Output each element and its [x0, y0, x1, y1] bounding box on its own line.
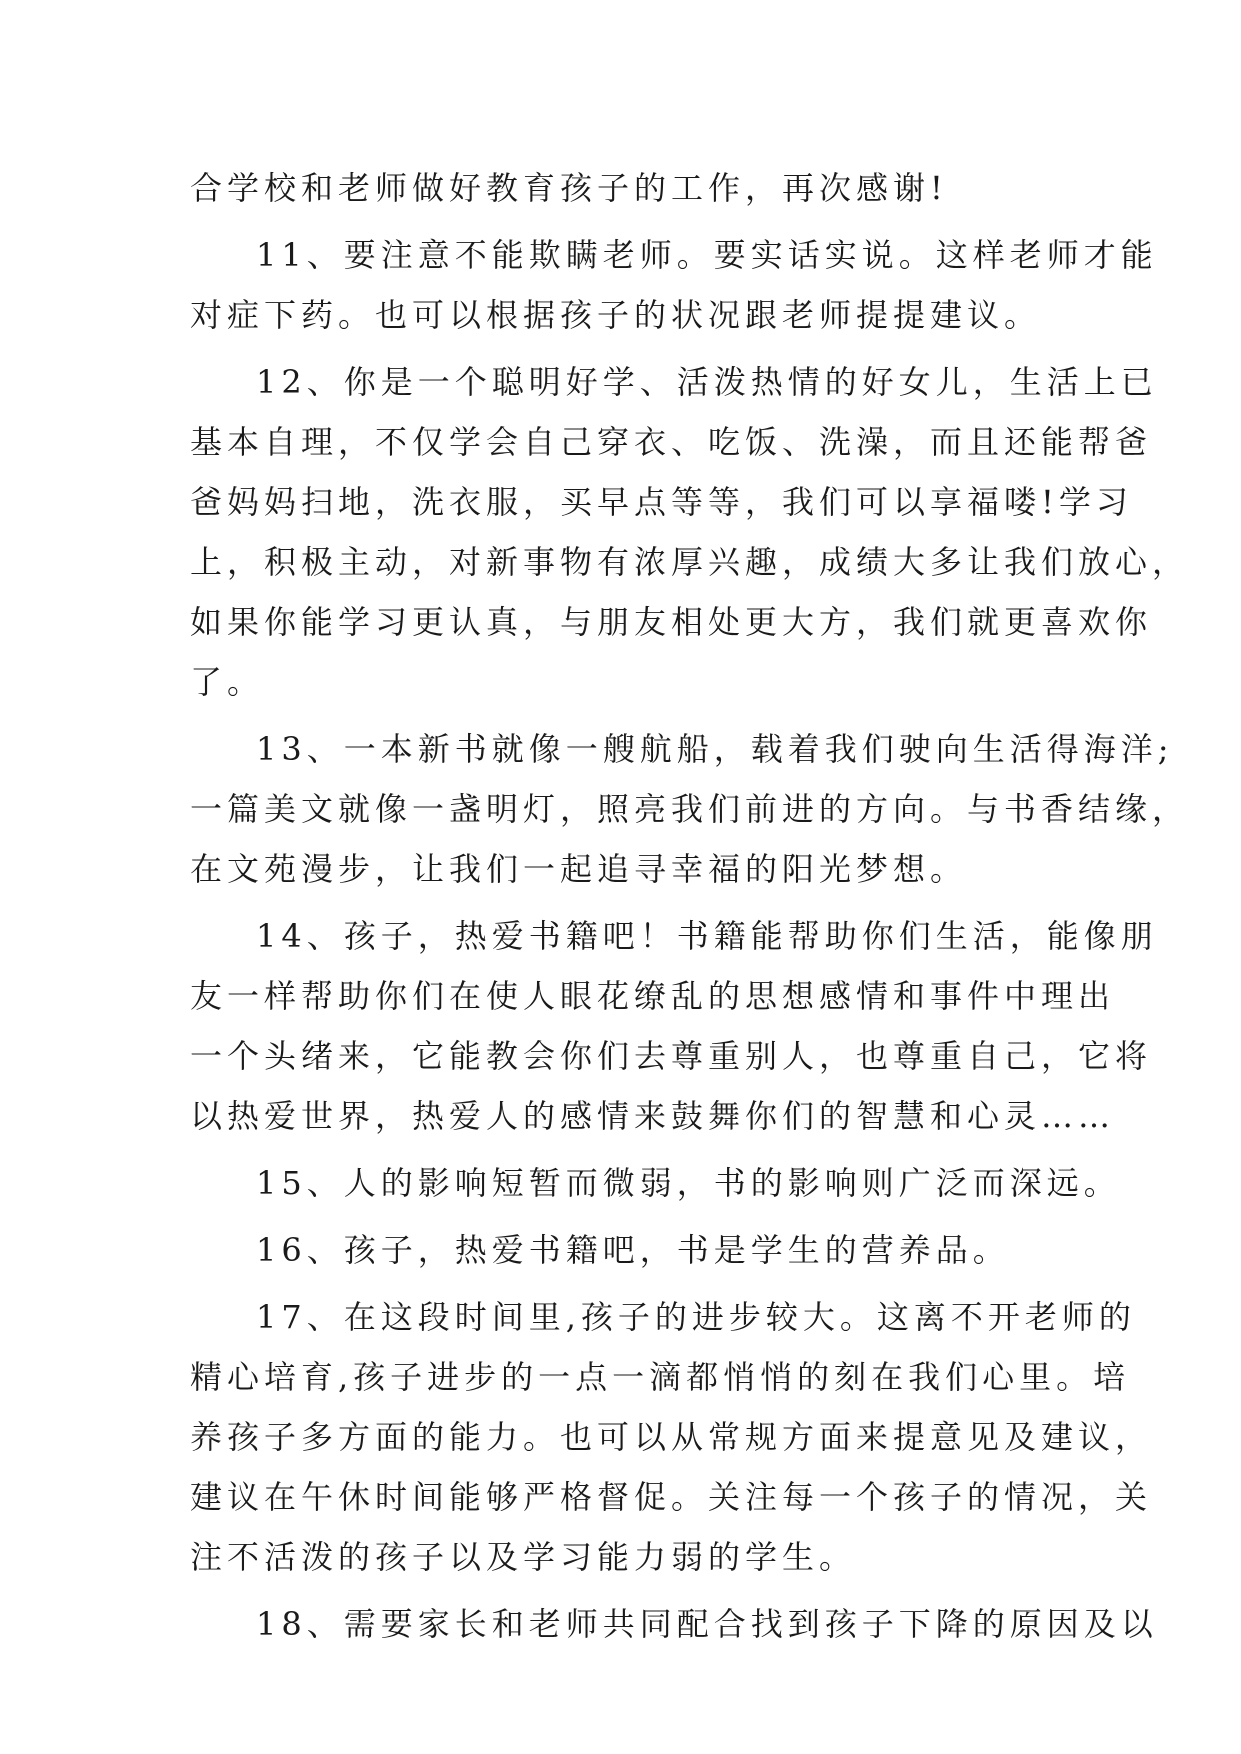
- text-line: 15、人的影响短暂而微弱，书的影响则广泛而深远。: [256, 1164, 1121, 1202]
- text-line: 爸妈妈扫地，洗衣服，买早点等等，我们可以享福喽!学习: [190, 483, 1133, 521]
- text-line: 13、一本新书就像一艘航船，载着我们驶向生活得海洋;: [256, 730, 1174, 768]
- paragraph-18: [190, 1594, 1158, 1654]
- paragraph-11: [190, 225, 1158, 345]
- text-line: 16、孩子，热爱书籍吧，书是学生的营养品。: [256, 1231, 1010, 1269]
- text-line: 以热爱世界，热爱人的感情来鼓舞你们的智慧和心灵……: [190, 1097, 1116, 1135]
- text-line: 上，积极主动，对新事物有浓厚兴趣，成绩大多让我们放心，: [190, 543, 1190, 581]
- text-line: 一篇美文就像一盏明灯，照亮我们前进的方向。与书香结缘，: [190, 790, 1190, 828]
- paragraph-10-continuation: [190, 158, 1060, 218]
- text-line: 基本自理，不仅学会自己穿衣、吃饭、洗澡，而且还能帮爸: [190, 423, 1153, 461]
- paragraph-16: [190, 1220, 1060, 1280]
- paragraph-14: [190, 906, 1158, 1146]
- paragraph-13: [190, 719, 1190, 899]
- text-line: 注不活泼的孩子以及学习能力弱的学生。: [190, 1538, 857, 1576]
- text-line: 17、在这段时间里,孩子的进步较大。这离不开老师的: [256, 1298, 1136, 1336]
- text-line: 如果你能学习更认真，与朋友相处更大方，我们就更喜欢你: [190, 603, 1153, 641]
- text-line: 14、孩子，热爱书籍吧！书籍能帮助你们生活，能像朋: [256, 917, 1158, 955]
- paragraph-12: [190, 352, 1190, 712]
- text-line: 合学校和老师做好教育孩子的工作，再次感谢!: [190, 169, 948, 207]
- text-line: 友一样帮助你们在使人眼花缭乱的思想感情和事件中理出: [190, 977, 1116, 1015]
- text-line: 对症下药。也可以根据孩子的状况跟老师提提建议。: [190, 296, 1042, 334]
- text-line: 建议在午休时间能够严格督促。关注每一个孩子的情况，关: [190, 1478, 1153, 1516]
- text-line: 精心培育,孩子进步的一点一滴都悄悄的刻在我们心里。培: [190, 1358, 1131, 1396]
- text-line: 一个头绪来，它能教会你们去尊重别人，也尊重自己，它将: [190, 1037, 1153, 1075]
- text-line: 养孩子多方面的能力。也可以从常规方面来提意见及建议，: [190, 1418, 1153, 1456]
- text-line: 12、你是一个聪明好学、活泼热情的好女儿，生活上已: [256, 363, 1158, 401]
- paragraph-15: [190, 1153, 1121, 1213]
- document-body: [190, 158, 1190, 1654]
- text-line: 11、要注意不能欺瞒老师。要实话实说。这样老师才能: [256, 236, 1158, 274]
- text-line: 在文苑漫步，让我们一起追寻幸福的阳光梦想。: [190, 850, 968, 888]
- text-line: 18、需要家长和老师共同配合找到孩子下降的原因及以: [256, 1605, 1158, 1643]
- text-line: 了。: [190, 663, 265, 701]
- paragraph-17: [190, 1287, 1153, 1587]
